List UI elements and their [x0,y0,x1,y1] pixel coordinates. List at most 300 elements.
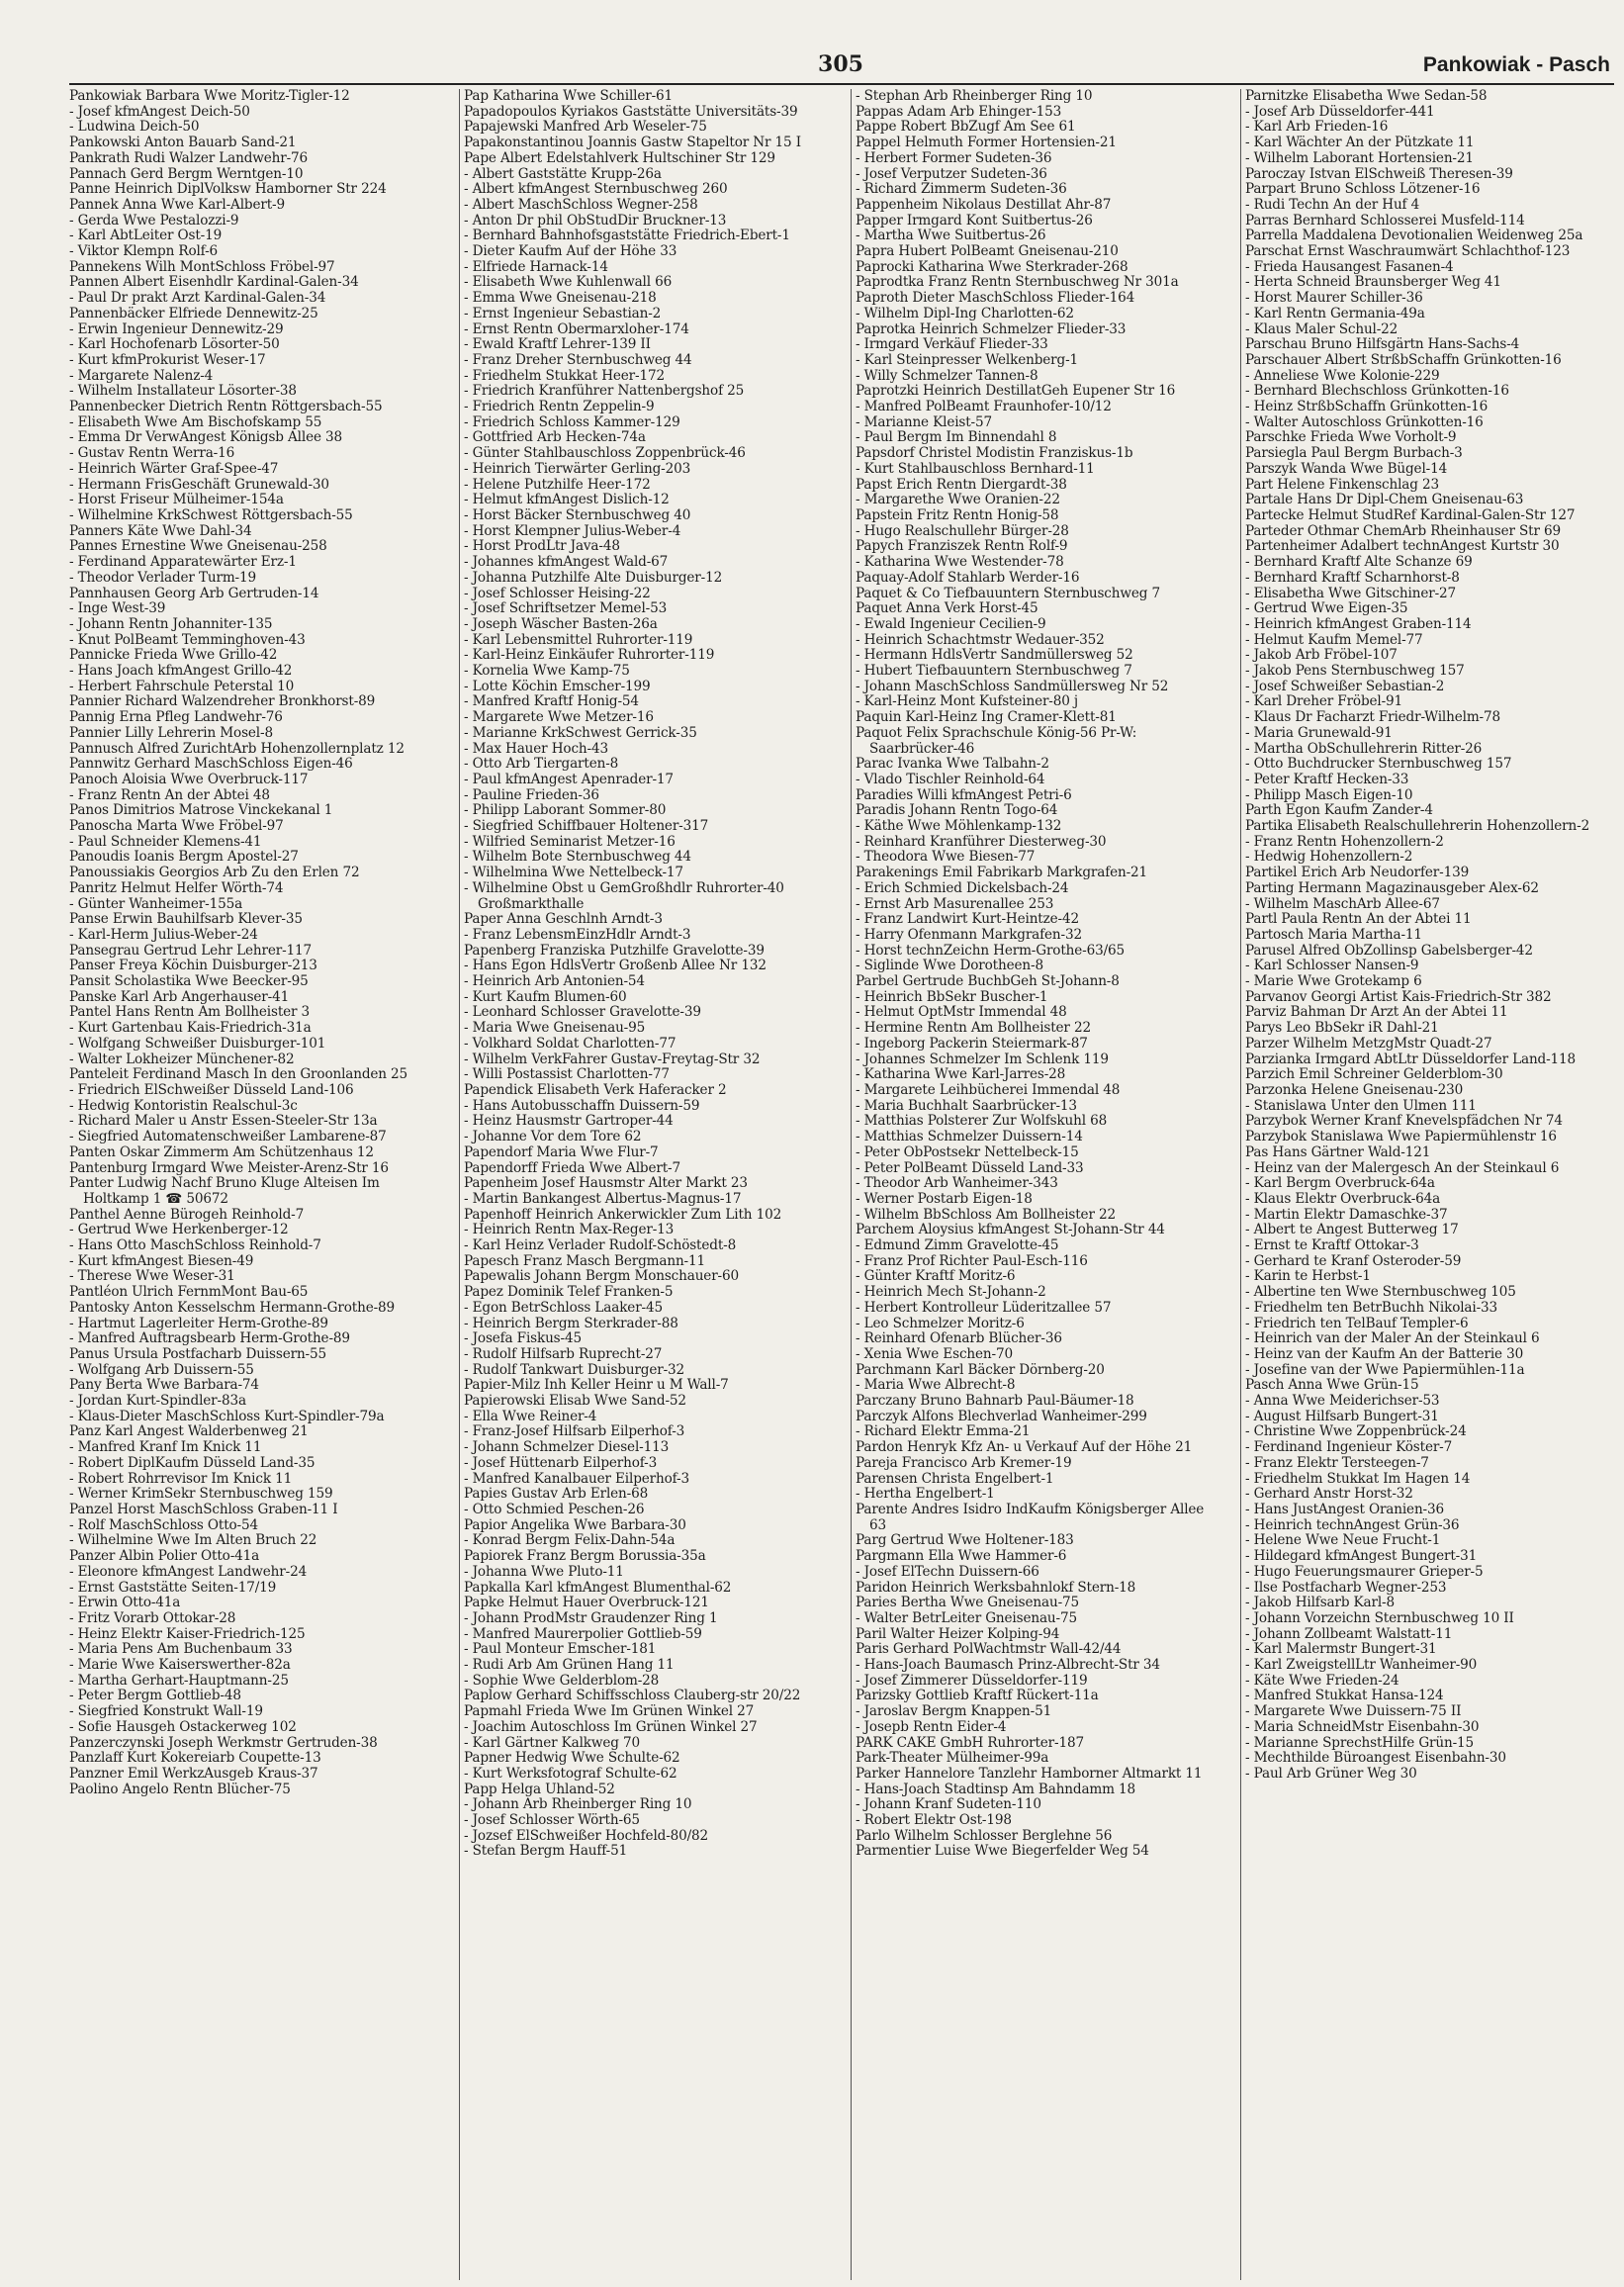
directory-entry: - Friedrich Rentn Zeppelin-9 [464,399,655,415]
directory-entry: Paprodtka Franz Rentn Sternbuschweg Nr 301a [856,274,1179,291]
directory-entry: - Vlado Tischler Reinhold-64 [856,771,1045,787]
directory-entry: - Karl Hochofenarb Lösorter-50 [69,336,280,353]
directory-entry: - Erwin Ingenieur Dennewitz-29 [69,320,284,337]
directory-entry: - Katharina Wwe Karl-Jarres-28 [856,1066,1066,1083]
directory-entry: - Philipp Masch Eigen-10 [1245,786,1413,803]
directory-entry: - Jaroslav Bergm Knappen-51 [856,1703,1052,1720]
directory-entry: - Edmund Zimm Gravelotte-45 [856,1237,1059,1254]
directory-entry: - Kurt Werksfotograf Schulte-62 [464,1765,677,1782]
directory-entry: Paquet Anna Verk Horst-45 [856,600,1038,617]
directory-entry: - Marianne SprechstHilfe Grün-15 [1245,1734,1475,1751]
directory-entry: - Friedhelm ten BetrBuchh Nikolai-33 [1245,1299,1498,1316]
directory-entry: - Anton Dr phil ObStudDir Bruckner-13 [464,212,727,229]
directory-entry: - Rudi Techn An der Huf 4 [1245,196,1420,213]
directory-entry: - Siegfried Konstrukt Wall-19 [69,1703,263,1720]
directory-entry: - Friedrich Kranführer Nattenbergshof 25 [464,383,745,400]
directory-entry: - Manfred Auftragsbearb Herm-Grothe-89 [69,1330,350,1347]
directory-entry: - Bernhard Bahnhofsgaststätte Friedrich-Ebert-1 [464,228,790,244]
directory-entry: Papenberg Franziska Putzhilfe Gravelotte-39 [464,942,765,959]
directory-entry: Papajewski Manfred Arb Weseler-75 [464,119,707,136]
directory-entry: - Hubert Tiefbauuntern Sternbuschweg 7 [856,663,1132,680]
directory-entry: - Karl Malermstr Bungert-31 [1245,1641,1437,1658]
directory-entry: - Bernhard Blechschloss Grünkotten-16 [1245,383,1509,400]
directory-entry: - Wilhelm BbSchloss Am Bollheister 22 [856,1206,1116,1223]
directory-entry: - Jozsef ElSchweißer Hochfeld-80/82 [464,1827,709,1844]
directory-entry: - Anneliese Wwe Kolonie-229 [1245,367,1440,384]
directory-entry: - Johann Rentn Johanniter-135 [69,615,273,632]
directory-entry: - Manfred Kraftf Honig-54 [464,693,639,710]
directory-entry: Pannach Gerd Bergm Werntgen-10 [69,165,304,182]
directory-entry: - Joseph Wäscher Basten-26a [464,615,658,632]
directory-entry: Parker Hannelore Tanzlehr Hamborner Altmarkt 11 [856,1765,1203,1782]
directory-entry: Pannier Richard Walzendreher Bronkhorst-89 [69,693,376,710]
directory-entry: Panser Freya Köchin Duisburger-213 [69,958,317,974]
directory-entry: - Otto Buchdrucker Sternbuschweg 157 [1245,756,1512,773]
directory-entry: Pannenbäcker Elfriede Dennewitz-25 [69,305,318,321]
directory-entry: - Ludwina Deich-50 [69,119,200,136]
directory-entry: - Franz LebensmEinzHdlr Arndt-3 [464,926,691,943]
directory-entry: - Reinhard Kranführer Diesterweg-30 [856,833,1107,850]
directory-entry: - Günter Stahlbauschloss Zoppenbrück-46 [464,445,746,462]
directory-entry: Parizsky Gottlieb Kraftf Rückert-11a [856,1688,1099,1704]
column-4 [1240,89,1614,2280]
directory-entry: - Inge West-39 [69,600,166,617]
directory-entry: Panos Dimitrios Matrose Vinckekanal 1 [69,802,333,819]
directory-entry: - Therese Wwe Weser-31 [69,1268,235,1285]
directory-entry: - Josef Schriftsetzer Memel-53 [464,600,668,617]
directory-entry: - Hartmut Lagerleiter Herm-Grothe-89 [69,1315,328,1331]
directory-entry: - Martha Gerhart-Hauptmann-25 [69,1672,289,1689]
directory-entry: Parczany Bruno Bahnarb Paul-Bäumer-18 [856,1393,1134,1410]
directory-entry: - Martin Elektr Damaschke-37 [1245,1206,1448,1223]
directory-entry: - Karl Schlosser Nansen-9 [1245,958,1419,974]
directory-entry: Papiorek Franz Bergm Borussia-35a [464,1548,706,1565]
directory-entry: - Pauline Frieden-36 [464,786,599,803]
directory-entry: Parschau Bruno Hilfsgärtn Hans-Sachs-4 [1245,336,1520,353]
directory-entry: - Siglinde Wwe Dorotheen-8 [856,958,1043,974]
directory-entry: - Ernst Rentn Obermarxloher-174 [464,320,689,337]
directory-entry: - Johann Zollbeamt Walstatt-11 [1245,1625,1453,1642]
directory-entry: - Emma Dr VerwAngest Königsb Allee 38 [69,429,343,446]
directory-entry: - Maria Buchhalt Saarbrücker-13 [856,1097,1077,1114]
directory-entry: - Heinrich Schachtmstr Wedauer-352 [856,631,1105,648]
directory-entry: - Josef ElTechn Duissern-66 [856,1563,1039,1580]
directory-entry: Panzel Horst MaschSchloss Graben-11 I [69,1501,338,1517]
directory-entry: - Erich Schmied Dickelsbach-24 [856,879,1069,896]
directory-entry: - Rudi Arb Am Grünen Hang 11 [464,1657,675,1674]
directory-entry: Panzerczynski Joseph Werkmstr Gertruden-38 [69,1734,378,1751]
directory-entry: - Siegfried Automatenschweißer Lambarene-87 [69,1129,387,1145]
directory-entry: - Wilhelm Dipl-Ing Charlotten-62 [856,305,1074,321]
directory-entry: - Kurt Stahlbauschloss Bernhard-11 [856,460,1095,477]
directory-entry: - Jakob Arb Fröbel-107 [1245,647,1398,664]
directory-entry: - Gerda Wwe Pestalozzi-9 [69,212,239,229]
directory-entry: Papp Helga Uhland-52 [464,1781,615,1797]
directory-entry: - Josefine van der Wwe Papiermühlen-11a [1245,1361,1525,1378]
directory-entry: - Margarete Wwe Metzer-16 [464,709,654,726]
directory-entry: Paplow Gerhard Schiffsschloss Clauberg-str 20/22 [464,1688,801,1704]
page-number: 305 [818,51,863,77]
directory-entry: - Friedhelm Stukkat Heer-172 [464,367,665,384]
directory-entry: Papper Irmgard Kont Suitbertus-26 [856,212,1093,229]
directory-entry: Paries Bertha Wwe Gneisenau-75 [856,1595,1080,1611]
directory-entry: - Karl-Heinz Einkäufer Ruhrorter-119 [464,647,715,664]
directory-entry: Papenhoff Heinrich Ankerwickler Zum Lith 102 [464,1206,782,1223]
directory-entry: - Josef Verputzer Sudeten-36 [856,165,1047,182]
directory-entry: Pappenheim Nikolaus Destillat Ahr-87 [856,196,1112,213]
directory-entry: Pankowiak Barbara Wwe Moritz-Tigler-12 [69,89,350,104]
directory-entry: - Wilhelm VerkFahrer Gustav-Freytag-Str 32 [464,1051,761,1067]
directory-entry: - Paul Bergm Im Binnendahl 8 [856,429,1057,446]
directory-entry: Parg Gertrud Wwe Holtener-183 [856,1532,1074,1549]
directory-entry: - Paul kfmAngest Apenrader-17 [464,771,674,787]
directory-entry: - Hans JustAngest Oranien-36 [1245,1501,1444,1517]
column-1 [69,89,443,2280]
directory-entry: - Josef Zimmerer Düsseldorfer-119 [856,1672,1088,1689]
directory-entry: - Albert Gaststätte Krupp-26a [464,165,662,182]
directory-entry: - Heinz Hausmstr Gartroper-44 [464,1113,674,1130]
directory-entry: - Johann ProdMstr Graudenzer Ring 1 [464,1609,718,1626]
directory-entry: - Johann Arb Rheinberger Ring 10 [464,1796,692,1813]
directory-entry: - Kurt kfmAngest Biesen-49 [69,1252,254,1269]
directory-entry: - Werner Postarb Eigen-18 [856,1190,1033,1207]
directory-entry: - Günter Kraftf Moritz-6 [856,1268,1016,1285]
directory-entry: - Stanislawa Unter den Ulmen 111 [1245,1097,1477,1114]
directory-entry: - Karin te Herbst-1 [1245,1268,1371,1285]
directory-entry: - Theodor Verlader Turm-19 [69,569,257,586]
directory-entry: - Harry Ofenmann Markgrafen-32 [856,926,1082,943]
directory-entry: - Josef Schweißer Sebastian-2 [1245,678,1445,694]
directory-entry: - Kurt kfmProkurist Weser-17 [69,351,266,368]
directory-entry: Pareja Francisco Arb Kremer-19 [856,1454,1072,1471]
directory-entry: Pardon Henryk Kfz An- u Verkauf Auf der Höhe 21 [856,1439,1193,1456]
directory-entry: - Ernst Arb Masurenallee 253 [856,895,1054,912]
directory-entry: - Egon BetrSchloss Laaker-45 [464,1299,663,1316]
directory-entry: Panritz Helmut Helfer Wörth-74 [69,879,284,896]
directory-entry: Panter Ludwig Nachf Bruno Kluge Alteisen Im Holtkamp 1 ☎ 50672 [69,1175,380,1207]
directory-entry: - Max Hauer Hoch-43 [464,740,608,757]
directory-entry: - Heinrich kfmAngest Graben-114 [1245,615,1472,632]
directory-entry: - Wilhelmine Wwe Im Alten Bruch 22 [69,1532,317,1549]
directory-entry: - Hedwig Hohenzollern-2 [1245,849,1413,866]
directory-entry: Papadopoulos Kyriakos Gaststätte Universitäts-39 [464,103,798,120]
directory-entry: - Ella Wwe Reiner-4 [464,1408,597,1424]
directory-entry: - Albert te Angest Butterweg 17 [1245,1222,1459,1238]
directory-entry: Panners Käte Wwe Dahl-34 [69,522,252,539]
directory-entry: - Maria Wwe Gneisenau-95 [464,1020,646,1037]
directory-entry: - Rudolf Tankwart Duisburger-32 [464,1361,685,1378]
directory-entry: - Emma Wwe Gneisenau-218 [464,290,657,307]
directory-entry: - Peter PolBeamt Düsseld Land-33 [856,1159,1084,1176]
directory-entry: - Otto Arb Tiergarten-8 [464,756,619,773]
directory-entry: Paradis Johann Rentn Togo-64 [856,802,1058,819]
directory-entry: - Hans-Joach Baumasch Prinz-Albrecht-Str 34 [856,1657,1160,1674]
directory-entry: - Leo Schmelzer Moritz-6 [856,1315,1025,1331]
directory-entry: Parnitzke Elisabetha Wwe Sedan-58 [1245,89,1488,104]
directory-entry: - Heinz Elektr Kaiser-Friedrich-125 [69,1625,306,1642]
directory-entry: - Heinz StrßbSchaffn Grünkotten-16 [1245,399,1489,415]
directory-entry: - Matthias Polsterer Zur Wolfskuhl 68 [856,1113,1108,1130]
directory-entry: - Leonhard Schlosser Gravelotte-39 [464,1004,701,1021]
directory-entry: - Horst Friseur Mülheimer-154a [69,492,284,508]
directory-entry: Pannhausen Georg Arb Gertruden-14 [69,585,319,601]
directory-entry: - Joachim Autoschloss Im Grünen Winkel 27 [464,1718,758,1735]
directory-entry: - Stefan Bergm Hauff-51 [464,1843,628,1860]
directory-entry: Papra Hubert PolBeamt Gneisenau-210 [856,243,1119,260]
directory-entry: - Wilhelm Laborant Hortensien-21 [1245,149,1474,166]
column-2 [459,89,833,2280]
directory-entry: Parlo Wilhelm Schlosser Berglehne 56 [856,1827,1113,1844]
directory-entry: - Maria Pens Am Buchenbaum 33 [69,1641,293,1658]
directory-entry: Pasch Anna Wwe Grün-15 [1245,1377,1419,1394]
directory-entry: - Bernhard Kraftf Alte Schanze 69 [1245,554,1473,571]
directory-entry: - Wilhelmine KrkSchwest Röttgersbach-55 [69,506,353,523]
directory-entry: Partl Paula Rentn An der Abtei 11 [1245,911,1472,928]
directory-entry: - Friedrich ten TelBauf Templer-6 [1245,1315,1469,1331]
directory-entry: - Herta Schneid Braunsberger Weg 41 [1245,274,1501,291]
directory-entry: - Paul Schneider Klemens-41 [69,833,262,850]
directory-entry: Parschke Frieda Wwe Vorholt-9 [1245,429,1457,446]
directory-entry: Partikel Erich Arb Neudorfer-139 [1245,865,1470,881]
directory-entry: Pargmann Ella Wwe Hammer-6 [856,1548,1067,1565]
directory-entry: Parakenings Emil Fabrikarb Markgrafen-21 [856,865,1148,881]
directory-entry: Pannusch Alfred ZurichtArb Hohenzollernplatz 12 [69,740,405,757]
directory-entry: Papmahl Frieda Wwe Im Grünen Winkel 27 [464,1703,755,1720]
directory-entry: PARK CAKE GmbH Ruhrorter-187 [856,1734,1084,1751]
directory-entry: - Franz Elektr Tersteegen-7 [1245,1454,1429,1471]
directory-entry: - Heinz van der Malergesch An der Steinkaul 6 [1245,1159,1560,1176]
directory-entry: Papendick Elisabeth Verk Haferacker 2 [464,1082,727,1098]
directory-entry: Papst Erich Rentn Diergardt-38 [856,476,1067,493]
directory-entry: - Heinrich Tierwärter Gerling-203 [464,460,691,477]
directory-entry: - Johann Vorzeichn Sternbuschweg 10 II [1245,1609,1514,1626]
directory-entry: Pannicke Frieda Wwe Grillo-42 [69,647,278,664]
directory-entry: - Martha ObSchullehrerin Ritter-26 [1245,740,1483,757]
directory-entry: Paquin Karl-Heinz Ing Cramer-Klett-81 [856,709,1117,726]
directory-entry: Pantléon Ulrich FernmMont Bau-65 [69,1284,309,1301]
directory-entry: - Manfred Stukkat Hansa-124 [1245,1688,1444,1704]
directory-entry: Pankowski Anton Bauarb Sand-21 [69,135,297,151]
directory-entry: - Friedhelm Stukkat Im Hagen 14 [1245,1470,1471,1487]
directory-entry: Paquot Felix Sprachschule König-56 Pr-W: Saarbrücker-46 [856,724,1137,757]
directory-entry: Pannwitz Gerhard MaschSchloss Eigen-46 [69,756,353,773]
directory-entry: Parth Egon Kaufm Zander-4 [1245,802,1433,819]
directory-entry: - Margarete Wwe Duissern-75 II [1245,1703,1462,1720]
directory-entry: - Manfred Kanalbauer Eilperhof-3 [464,1470,689,1487]
directory-entry: Papkalla Karl kfmAngest Blumenthal-62 [464,1579,732,1596]
directory-entry: Panoscha Marta Wwe Fröbel-97 [69,818,284,835]
directory-entry: - Maria Wwe Albrecht-8 [856,1377,1016,1394]
directory-entry: - Hildegard kfmAngest Bungert-31 [1245,1548,1478,1565]
directory-entry: Paolino Angelo Rentn Blücher-75 [69,1781,291,1797]
directory-entry: Panzer Albin Polier Otto-41a [69,1548,260,1565]
directory-entry: - Josef Hüttenarb Eilperhof-3 [464,1454,658,1471]
directory-entry: - Hans Autobusschaffn Duissern-59 [464,1097,700,1114]
directory-entry: Papierowski Elisab Wwe Sand-52 [464,1393,686,1410]
directory-entry: Papendorf Maria Wwe Flur-7 [464,1144,659,1160]
directory-entry: Papez Dominik Telef Franken-5 [464,1284,674,1301]
directory-entry: - Heinz van der Kaufm An der Batterie 30 [1245,1345,1524,1362]
directory-entry: - Eleonore kfmAngest Landwehr-24 [69,1563,308,1580]
directory-entry: Pannekens Wilh MontSchloss Fröbel-97 [69,258,335,275]
directory-entry: Paprotka Heinrich Schmelzer Flieder-33 [856,320,1127,337]
directory-entry: Pantel Hans Rentn Am Bollheister 3 [69,1004,311,1021]
directory-entry: - Sofie Hausgeh Ostackerweg 102 [69,1718,297,1735]
directory-entry: Parbel Gertrude BuchbGeh St-Johann-8 [856,973,1120,990]
directory-entry: - Theodor Arb Wanheimer-343 [856,1175,1058,1192]
directory-entry: - Johanna Wwe Pluto-11 [464,1563,624,1580]
directory-entry: Pankrath Rudi Walzer Landwehr-76 [69,149,309,166]
directory-entry: Paradies Willi kfmAngest Petri-6 [856,786,1072,803]
directory-entry: Papewalis Johann Bergm Monschauer-60 [464,1268,739,1285]
directory-entry: - Maria Grunewald-91 [1245,724,1393,741]
directory-entry: - Heinrich Arb Antonien-54 [464,973,645,990]
directory-entry: Parzer Wilhelm MetzgMstr Quadt-27 [1245,1035,1492,1052]
directory-entry: - Ferdinand Apparatewärter Erz-1 [69,554,297,571]
directory-entry: - Karl-Herm Julius-Weber-24 [69,926,258,943]
directory-entry: - Käte Wwe Frieden-24 [1245,1672,1399,1689]
directory-entry: - Wilhelm Installateur Lösorter-38 [69,383,297,400]
directory-entry: - Albertine ten Wwe Sternbuschweg 105 [1245,1284,1516,1301]
directory-entry: Panus Ursula Postfacharb Duissern-55 [69,1345,326,1362]
directory-entry: Paroczay Istvan ElSchweiß Theresen-39 [1245,165,1513,182]
directory-entry: - Paul Arb Grüner Weg 30 [1245,1765,1417,1782]
directory-entry: - Wolfgang Arb Duissern-55 [69,1361,254,1378]
directory-entry: Papior Angelika Wwe Barbara-30 [464,1516,686,1533]
directory-entry: - Heinrich Mech St-Johann-2 [856,1284,1046,1301]
directory-entry: - Klaus Dr Facharzt Friedr-Wilhelm-78 [1245,709,1501,726]
directory-entry: - Heinrich technAngest Grün-36 [1245,1516,1460,1533]
directory-entry: Partika Elisabeth Realschullehrerin Hohenzollern-2 [1245,818,1590,835]
directory-entry: Panoch Aloisia Wwe Overbruck-117 [69,771,309,787]
directory-entry: - Dieter Kaufm Auf der Höhe 33 [464,243,677,260]
directory-entry: Parzonka Helene Gneisenau-230 [1245,1082,1464,1098]
directory-entry: - Karl Arb Frieden-16 [1245,119,1389,136]
directory-entry: Parzybok Werner Kranf Knevelspfädchen Nr 74 [1245,1113,1563,1130]
directory-entry: - Robert Rohrrevisor Im Knick 11 [69,1470,293,1487]
directory-entry: - Günter Wanheimer-155a [69,895,243,912]
directory-entry: - Richard Elektr Emma-21 [856,1423,1031,1440]
directory-entry: - Hans Joach kfmAngest Grillo-42 [69,663,293,680]
directory-entry: Parchem Aloysius kfmAngest St-Johann-Str 44 [856,1222,1165,1238]
directory-entry: - Horst Klempner Julius-Weber-4 [464,522,681,539]
directory-entry: Panoussiakis Georgios Arb Zu den Erlen 72 [69,865,360,881]
directory-entry: - Willy Schmelzer Tannen-8 [856,367,1038,384]
directory-entry: - Friedrich Schloss Kammer-129 [464,413,680,430]
directory-entry: - Hedwig Kontoristin Realschul-3c [69,1097,298,1114]
directory-entry: - Hugo Realschullehr Bürger-28 [856,522,1069,539]
directory-entry: Parac Ivanka Wwe Talbahn-2 [856,756,1049,773]
directory-entry: - Käthe Wwe Möhlenkamp-132 [856,818,1062,835]
directory-entry: Pannier Lilly Lehrerin Mosel-8 [69,724,273,741]
directory-entry: Parensen Christa Engelbert-1 [856,1470,1054,1487]
directory-entry: - Karl AbtLeiter Ost-19 [69,228,223,244]
directory-entry: Panoudis Ioanis Bergm Apostel-27 [69,849,299,866]
directory-entry: - Klaus Maler Schul-22 [1245,320,1398,337]
directory-entry: - Philipp Laborant Sommer-80 [464,802,667,819]
directory-entry: - Franz Landwirt Kurt-Heintze-42 [856,911,1079,928]
directory-entry: Paril Walter Heizer Kolping-94 [856,1625,1060,1642]
directory-entry: - Herbert Kontrolleur Lüderitzallee 57 [856,1299,1112,1316]
directory-entry: - Karl Dreher Fröbel-91 [1245,693,1403,710]
directory-entry: - Peter Bergm Gottlieb-48 [69,1688,241,1704]
directory-entry: - Johann Kranf Sudeten-110 [856,1796,1041,1813]
directory-entry: Panz Karl Angest Walderbenweg 21 [69,1423,309,1440]
directory-entry: - Volkhard Soldat Charlotten-77 [464,1035,677,1052]
directory-entry: - Josef Schlosser Wörth-65 [464,1812,640,1829]
directory-entry: - Helene Wwe Neue Frucht-1 [1245,1532,1441,1549]
directory-entry: Papstein Fritz Rentn Honig-58 [856,506,1059,523]
directory-entry: Pape Albert Edelstahlverk Hultschiner Str 129 [464,149,775,166]
directory-entry: - Heinrich BbSekr Buscher-1 [856,988,1048,1005]
directory-entry: - Jordan Kurt-Spindler-83a [69,1393,246,1410]
directory-entry: - Siegfried Schiffbauer Holtener-317 [464,818,709,835]
directory-entry: - Ingeborg Packerin Steiermark-87 [856,1035,1088,1052]
directory-entry: - Mechthilde Büroangest Eisenbahn-30 [1245,1750,1506,1767]
directory-entry: - Horst Bäcker Sternbuschweg 40 [464,506,691,523]
directory-entry: - Jakob Pens Sternbuschweg 157 [1245,663,1465,680]
directory-entry: - Xenia Wwe Eschen-70 [856,1345,1013,1362]
directory-entry: - Ernst Ingenieur Sebastian-2 [464,305,662,321]
directory-entry: - Konrad Bergm Felix-Dahn-54a [464,1532,676,1549]
directory-entry: - Franz Rentn Hohenzollern-2 [1245,833,1444,850]
directory-entry: Paprotzki Heinrich DestillatGeh Eupener Str 16 [856,383,1176,400]
directory-entry: Parteder Othmar ChemArb Rheinhauser Str 69 [1245,522,1562,539]
directory-entry: Parvanov Georgi Artist Kais-Friedrich-Str 382 [1245,988,1552,1005]
directory-entry: - Gottfried Arb Hecken-74a [464,429,646,446]
directory-entry: Paquet & Co Tiefbauuntern Sternbuschweg 7 [856,585,1160,601]
directory-entry: - Kurt Kaufm Blumen-60 [464,988,627,1005]
directory-entry: - Manfred Kranf Im Knick 11 [69,1439,262,1456]
directory-entry: - Johannes kfmAngest Wald-67 [464,554,669,571]
directory-entry: - Theodora Wwe Biesen-77 [856,849,1036,866]
directory-entry: Paquay-Adolf Stahlarb Werder-16 [856,569,1080,586]
directory-entry: Parczyk Alfons Blechverlad Wanheimer-299 [856,1408,1147,1424]
directory-entry: - Manfred Maurerpolier Gottlieb-59 [464,1625,702,1642]
directory-entry: - Albert kfmAngest Sternbuschweg 260 [464,181,728,198]
directory-entry: Pannig Erna Pfleg Landwehr-76 [69,709,283,726]
directory-entry: Partecke Helmut StudRef Kardinal-Galen-Str 127 [1245,506,1576,523]
directory-entry: Parmentier Luise Wwe Biegerfelder Weg 54 [856,1843,1149,1860]
directory-entry: - Margarethe Wwe Oranien-22 [856,492,1060,508]
directory-entry: Pansegrau Gertrud Lehr Lehrer-117 [69,942,313,959]
directory-entry: Papesch Franz Masch Bergmann-11 [464,1252,705,1269]
directory-entry: - Stephan Arb Rheinberger Ring 10 [856,89,1093,104]
directory-entry: - Horst ProdLtr Java-48 [464,538,620,555]
directory-entry: - Sophie Wwe Gelderblom-28 [464,1672,660,1689]
directory-entry: Parusel Alfred ObZollinsp Gabelsberger-42 [1245,942,1533,959]
directory-entry: Parras Bernhard Schlosserei Musfeld-114 [1245,212,1525,229]
directory-entry: - Werner KrimSekr Sternbuschweg 159 [69,1486,333,1503]
directory-entry: - Marie Wwe Grotekamp 6 [1245,973,1422,990]
directory-entry: Partale Hans Dr Dipl-Chem Gneisenau-63 [1245,492,1524,508]
directory-entry: - Elisabeth Wwe Am Bischofskamp 55 [69,413,322,430]
directory-entry: Pantosky Anton Kesselschm Hermann-Grothe-89 [69,1299,396,1316]
directory-entry: Panzner Emil WerkzAusgeb Kraus-37 [69,1765,318,1782]
directory-entry: - Franz Prof Richter Paul-Esch-116 [856,1252,1088,1269]
directory-entry: - Margarete Leihbücherei Immendal 48 [856,1082,1121,1098]
directory-entry: - Heinrich Bergm Sterkrader-88 [464,1315,678,1331]
directory-entry: - Willi Postassist Charlotten-77 [464,1066,670,1083]
directory-entry: - Herbert Fahrschule Peterstal 10 [69,678,295,694]
directory-entry: Parszyk Wanda Wwe Bügel-14 [1245,460,1448,477]
directory-entry: - Helene Putzhilfe Heer-172 [464,476,651,493]
directory-entry: - Anna Wwe Meiderichser-53 [1245,1393,1440,1410]
directory-entry: - Gertrud Wwe Eigen-35 [1245,600,1408,617]
column-3 [851,89,1224,2280]
directory-entry: - Gerhard te Kranf Osteroder-59 [1245,1252,1462,1269]
directory-entry: Panthel Aenne Bürogeh Reinhold-7 [69,1206,305,1223]
